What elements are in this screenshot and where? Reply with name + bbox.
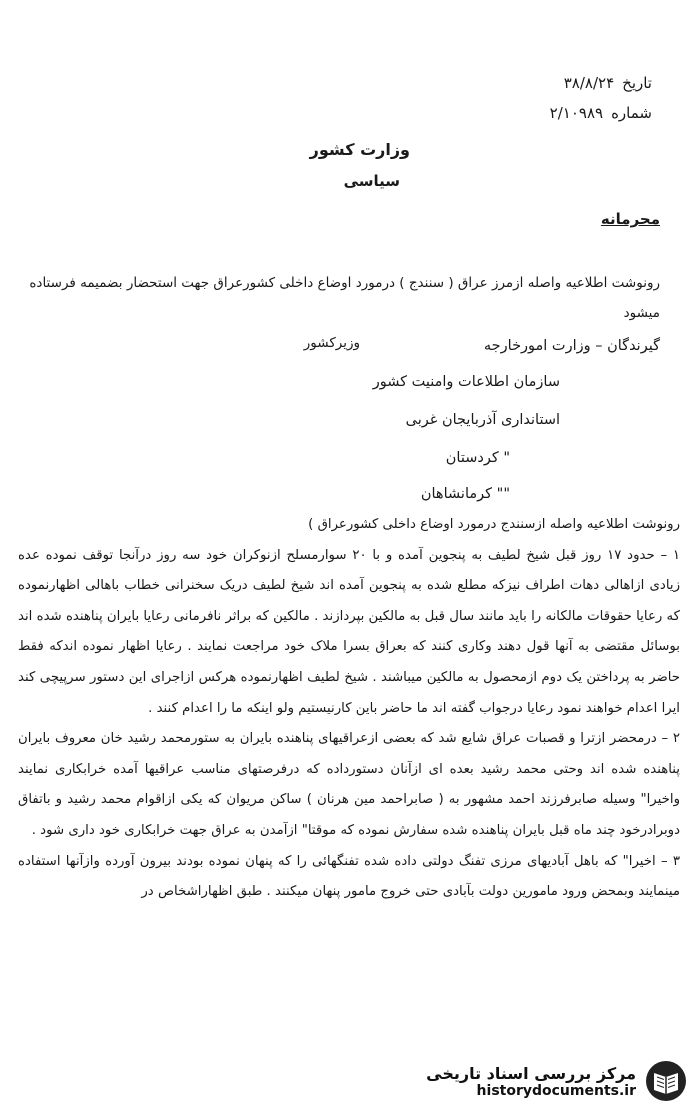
watermark <box>408 1052 688 1110</box>
enclosure-title: رونوشت اطلاعیه واصله ازسنندج درمورد اوضاع داخلی کشورعراق ) <box>308 517 680 532</box>
paragraph-1: ۱ – حدود ۱۷ روز قبل شیخ لطیف به پنجوین آمده و با ۲۰ سوارمسلح ازنوکران خود سه روز درآنجا توقف نموده عده زیادی ازاهالی دهات اطراف نیزکه مطلع شده به پنجوین آمده اند شیخ لطیف دریک سخنرانی خطاب باهالی اظهارنموده که رعایا حقوقات مالکانه را باید مانند سال قبل به مالکین بپردازند . مالکین که براثر نافرمانی رعایا بایران پناهنده شده اند بوسائل مقتضی به آنها قول دهند وکاری کنند که بعراق بسرا ملاک خود مراجعت نمایند . رعایا اظهار نموده اندکه فقط حاضر به پرداختن یک دوم ازمحصول به مالکین میباشند . شیخ لطیف اظهارنموده هرکس ازاجرای این دستور سرپیچی کند ایرا اعدام خواهند نمود رعایا درجواب گفته اند ما حاضر باین کارنیستیم ولو اینکه ما را اعدام کنند . <box>18 547 680 716</box>
signature: وزیرکشور <box>303 335 360 351</box>
recipient-item: وزارت امورخارجه <box>483 338 591 354</box>
watermark-url: historydocuments.ir <box>476 1082 636 1099</box>
book-logo-icon <box>644 1059 688 1103</box>
recipients-label: گیرندگان <box>607 338 660 354</box>
ministry-title: وزارت کشور <box>309 140 410 159</box>
date-label: تاریخ <box>622 74 652 92</box>
recipient-item: "" کرمانشاهان <box>420 486 510 502</box>
date-row <box>412 68 652 98</box>
recipient-item: سازمان اطلاعات وامنیت کشور <box>372 374 560 390</box>
watermark-title: مرکز بررسی اسناد تاریخی <box>426 1063 636 1083</box>
classification-label: محرمانه <box>600 210 660 228</box>
number-label: شماره <box>611 104 652 122</box>
recipients-row-1: گیرندگان – وزارت امورخارجه <box>483 338 660 354</box>
paragraph-2: ۲ – درمحضر ازترا و قصبات عراق شایع شد که بعضی ازعراقیهای پناهنده بایران به ستورمحمد رشید خان معروف بایران پناهنده شده اند وحتی محمد رشید بعده ای ازآنان دستورداده که درفرصتهای مناسب عراقیها آمده خرابکاری نمایند واخیرا" وسیله صابرفرزند احمد مشهور به ( صابراحمد مین هرنان ) ساکن مریوان که یکی ازاقوام محمد رشید و باتفاق دوبرادرخود چند ماه قبل بایران پناهنده شده سفارش نموده که موقتا" ازآمدن به عراق جهت خرابکاری خود داری شود . <box>18 731 680 838</box>
number-row <box>412 98 652 128</box>
date-value: ۳۸/۸/۲۴ <box>563 74 615 92</box>
number-value: ۲/۱۰۹۸۹ <box>549 104 604 122</box>
paragraph-3: ۳ – اخیرا" که باهل آبادیهای مرزی تفنگ دولتی داده شده تفنگهائی را که پنهان نموده بودند بیرون آورده وازآنها استفاده مینمایند وبمحض ورود مامورین دولت بآبادی حتی خروج مامور پنهان میکنند . طبق اظهاراشخاص در <box>18 853 680 900</box>
subject-text: رونوشت اطلاعیه واصله ازمرز عراق ( سنندج ) درمورد اوضاع داخلی کشورعراق جهت استحضار بضمیمه فرستاده میشود <box>29 275 660 321</box>
document-meta <box>412 68 652 128</box>
recipient-item: استانداری آذربایجان غربی <box>405 412 560 428</box>
department-title: سیاسی <box>343 172 400 190</box>
recipient-item: " کردستان <box>445 450 510 466</box>
enclosure-body <box>18 510 680 908</box>
